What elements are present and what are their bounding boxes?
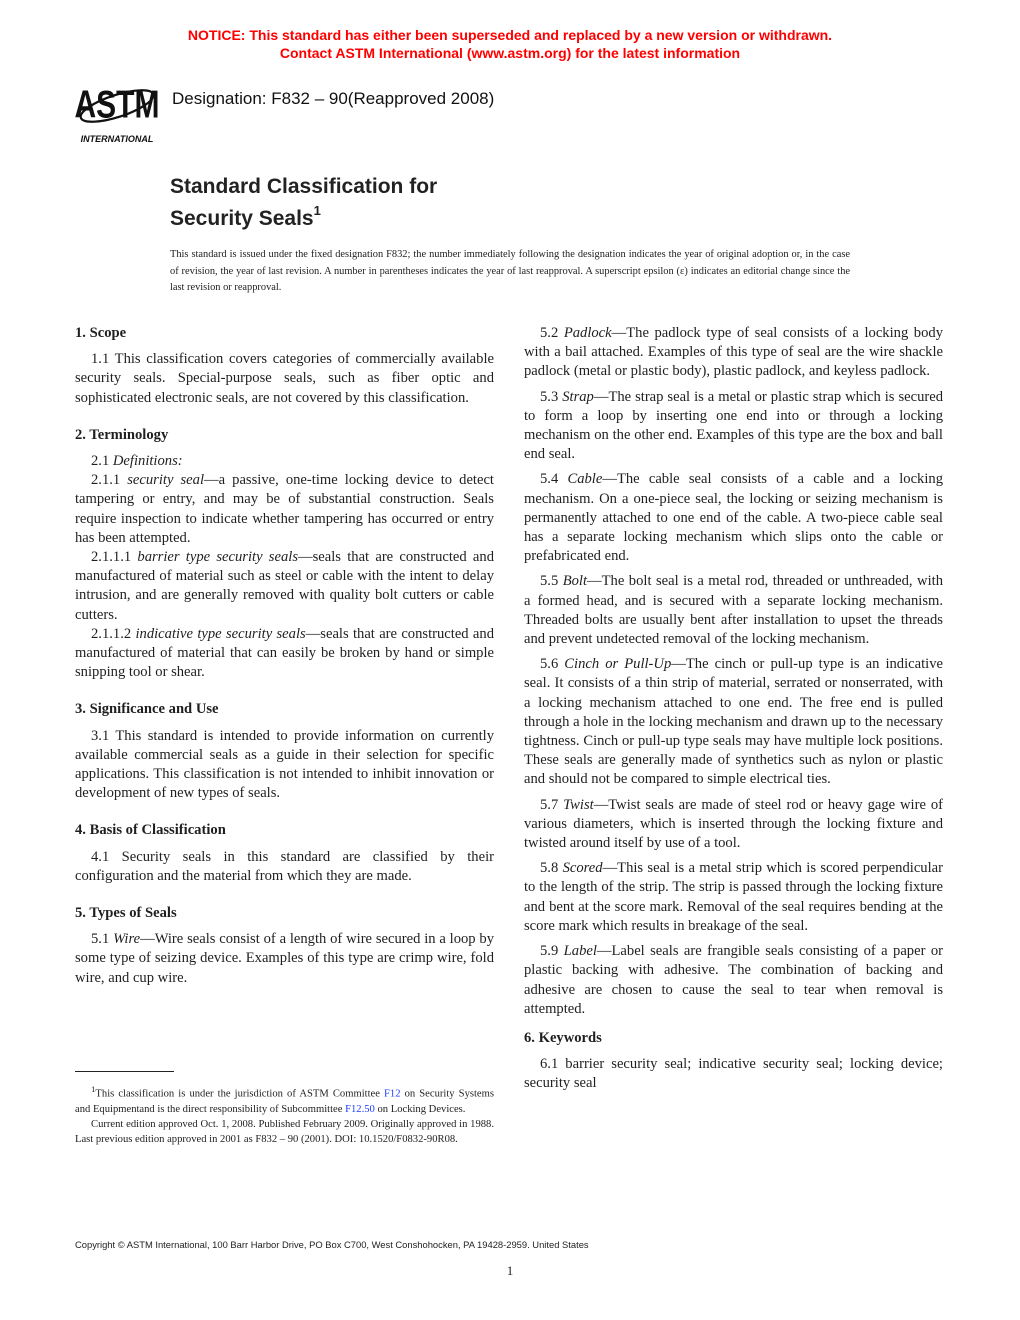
paragraph-2-1: 2.1 Definitions: [91,453,183,470]
paragraph-4-1: 4.1 Security seals in this standard are classified by their configuration and the material from which they are made. [75,848,494,884]
paragraph-5-3: 5.3 Strap—The strap seal is a metal or plastic strap which is secured to form a loop by inserting one end into or through a locking mechanism on the other end. Examples of this type are the box and ball end seal. [524,388,944,463]
document-title [170,174,437,232]
paragraph-3-1: 3.1 This standard is intended to provide information on currently available commercial seals as a guide in their selection for specific applications. This classification is not intended to inhibit innovation or development of new types of seals. [75,727,494,802]
paragraph-5-5: 5.5 Bolt—The bolt seal is a metal rod, threaded or unthreaded, with a formed head, and is secured with a separate locking mechanism. Threaded bolts are usually bent after installation to upset the threads and prevent undetected removal of the locking mechanism. [524,573,943,648]
page-number: 1 [506,1263,514,1278]
paragraph-2-1-1-1: 2.1.1.1 barrier type security seals—seals that are constructed and manufactured of material such as steel or cable with the intent to delay intrusion, and are generally removed with quality bolt cutters or cable cutters. [75,549,494,623]
committee-f12-link[interactable]: F12 [384,1088,401,1100]
paragraph-2-1-1: 2.1.1 security seal—a passive, one-time locking device to detect tampering or entry, and may be of substantial construction. Seals require inspection to indicate whether tampering has occurred or entry has been attempted. [75,472,494,546]
astm-logo [72,76,162,146]
section-heading-significance: 3. Significance and Use [75,701,219,718]
astm-logo-icon [72,76,162,146]
notice-line-1: NOTICE: This standard has either been superseded and replaced by a new version or withdrawn. [187,27,833,43]
section-heading-types: 5. Types of Seals [75,905,177,922]
section-heading-terminology: 2. Terminology [75,426,169,443]
footnote-divider [75,1071,174,1072]
paragraph-5-4: 5.4 Cable—The cable seal consists of a cable and a locking mechanism. On a one-piece seal, the locking or seizing mechanism is permanently attached to one end of the cable. A two-piece cable seal has a separate locking mechanism which slips onto the cable or prefabricated end. [524,471,943,565]
paragraph-2-1-1-2: 2.1.1.2 indicative type security seals—seals that are constructed and manufactured of material that can easily be broken by hand or simple snipping tool or shear. [75,625,494,681]
paragraph-5-2: 5.2 Padlock—The padlock type of seal consists of a locking body with a bail attached. Examples of this type of seal are the wire shackle padlock (metal or plastic body), plastic padlock, and keyless padlock. [524,325,943,380]
title-footnote-marker[interactable]: 1 [313,203,321,218]
designation: Designation: F832 – 90(Reapproved 2008) [172,89,495,108]
copyright: Copyright © ASTM International, 100 Barr Harbor Drive, PO Box C700, West Conshohocken, PA 19428-2959. United States [75,1239,589,1250]
paragraph-5-7: 5.7 Twist—Twist seals are made of steel rod or heavy gage wire of various diameters, which is inserted through the locking fixture and twisted around itself by use of a tool. [524,796,943,852]
title-line-1: Standard Classification for [170,175,438,198]
paragraph-6-1: 6.1 barrier security seal; indicative security seal; locking device; security seal [524,1056,943,1092]
section-heading-keywords: 6. Keywords [524,1029,602,1046]
footnote-jurisdiction: $^1$This classification is under the jurisdiction of ASTM Committee F12 on Security Systems and Equipmentand is the direct responsibility of Subcommittee F12.50 on Locking Devices. [75,1084,494,1115]
paragraph-5-6: 5.6 Cinch or Pull-Up—The cinch or pull-up type is an indicative seal. It consists of a thin strip of material, serrated or nonserrated, with a locking mechanism attached to one end. The free end is pulled through a hole in the locking mechanism and drawn up to the necessary tightness. Cinch or pull-up type seals may have multiple lock positions. These seals are generally made of synthetics such as nylon or plastic and should not be compared to simple electrical ties. [524,656,944,788]
withdrawal-notice [0,26,1020,62]
footnote [75,1082,494,1147]
title-line-2: Security Seals [170,207,314,230]
paragraph-1-1: 1.1 This classification covers categories of commercially available security seals. Special-purpose seals, such as fiber optic and sophisticated electronic seals, are not covered by this classification. [75,351,494,406]
preamble: This standard is issued under the fixed designation F832; the number immediately following the designation indicates the year of original adoption or, in the case of revision, the year of last revision. A number in parentheses indicates the year of last reapproval. A superscript epsilon (ε) indicates an editorial change since the last revision or reapproval. [170,249,850,293]
subcommittee-f12-50-link[interactable]: F12.50 [345,1103,375,1115]
section-heading-basis: 4. Basis of Classification [75,822,226,839]
right-column [524,324,943,1094]
svg-text:INTERNATIONAL: INTERNATIONAL [80,134,154,144]
left-column [75,324,494,988]
paragraph-5-8: 5.8 Scored—This seal is a metal strip which is scored perpendicular to the length of the strip. The strip is passed through the locking fixture and bent at the score mark. Removal of the seal requires bending at the score mark which results in breakage of the seal. [524,860,943,934]
notice-line-2: Contact ASTM International (www.astm.org) for the latest information [279,45,741,61]
svg-text:ASTM: ASTM [74,83,160,127]
paragraph-5-1: 5.1 Wire—Wire seals consist of a length of wire secured in a loop by some type of seizing device. Examples of this type are crimp wire, fold wire, and cup wire. [75,931,495,986]
section-heading-scope: 1. Scope [75,325,127,341]
paragraph-5-9: 5.9 Label—Label seals are frangible seals consisting of a paper or plastic backing with adhesive. The combination of backing and adhesive are chosen to cause the seal to tear when removal is attempted. [524,943,944,1017]
footnote-edition: Current edition approved Oct. 1, 2008. Published February 2009. Originally approved in 1988. Last previous edition approved in 2001 as F832 – 90 (2001). DOI: 10.1520/F0832-90R08. [75,1118,494,1146]
